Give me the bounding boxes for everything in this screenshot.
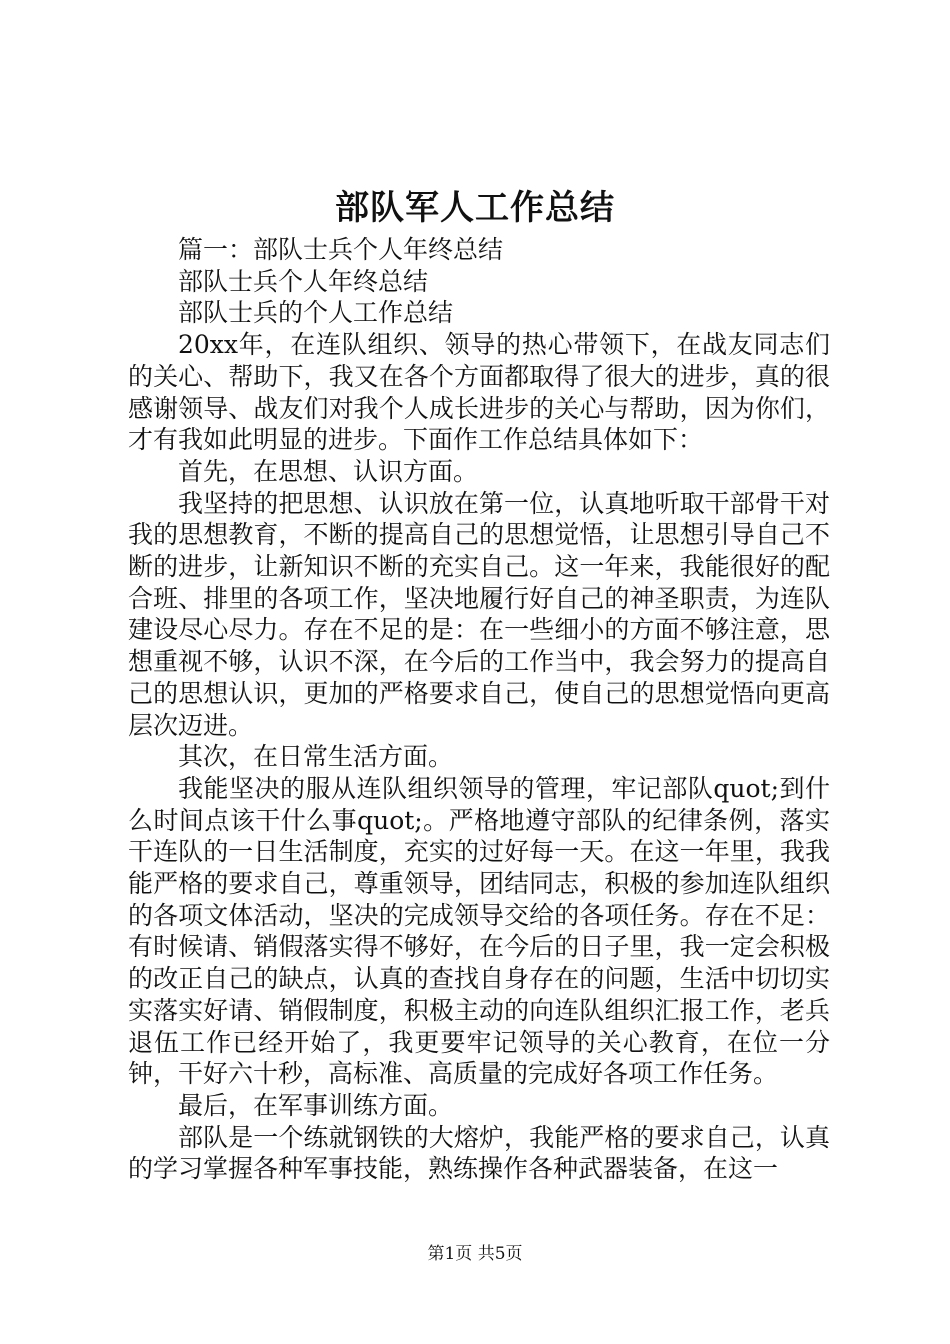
paragraph-subtitle: 部队士兵个人年终总结 (178, 266, 429, 296)
paragraph-training-body: 部队是一个练就钢铁的大熔炉，我能严格的要求自己，认真的学习掌握各种军事技能，熟练操作各种武器装备，在这一 (128, 1122, 830, 1184)
paragraph-intro: 20xx年，在连队组织、领导的热心带领下，在战友同志们的关心、帮助下，我又在各个方面都取得了很大的进步，真的很感谢领导、战友们对我个人成长进步的关心与帮助，因为你们，才有我如此明显的进步。下面作工作总结具体如下： (128, 330, 830, 455)
paragraph-daily-life-body: 我能坚决的服从连队组织领导的管理，牢记部队quot;到什么时间点该干什么事quot;。严格地遵守部队的纪律条例，落实干连队的一日生活制度，充实的过好每一天。在这一年里，我我能严格的要求自己，尊重领导，团结同志，积极的参加连队组织的各项文体活动，坚决的完成领导交给的各项任务。存在不足：有时候请、销假落实得不够好，在今后的日子里，我一定会积极的改正自己的缺点，认真的查找自身存在的问题，生活中切切实实落实好请、销假制度，积极主动的向连队组织汇报工作，老兵退伍工作已经开始了，我更要牢记领导的关心教育，在位一分钟，干好六十秒，高标准、高质量的完成好各项工作任务。 (128, 773, 830, 1089)
paragraph-section-daily-life: 其次，在日常生活方面。 (178, 742, 454, 772)
paragraph-section-thought: 首先，在思想、认识方面。 (178, 456, 479, 486)
document-body (128, 234, 830, 1185)
paragraph-heading-part-one: 篇一：部队士兵个人年终总结 (178, 235, 504, 264)
document-title: 部队军人工作总结 (335, 188, 615, 228)
page-footer: 第1页 共5页 (427, 1244, 523, 1264)
paragraph-subtitle-2: 部队士兵的个人工作总结 (178, 298, 454, 328)
paragraph-thought-body: 我坚持的把思想、认识放在第一位，认真地听取干部骨干对我的思想教育，不断的提高自己的思想觉悟，让思想引导自己不断的进步，让新知识不断的充实自己。这一年来，我能很好的配合班、排里的各项工作，坚决地履行好自己的神圣职责，为连队建设尽心尽力。存在不足的是：在一些细小的方面不够注意，思想重视不够，认识不深，在今后的工作当中，我会努力的提高自己的思想认识，更加的严格要求自己，使自己的思想觉悟向更高层次迈进。 (128, 488, 830, 740)
paragraph-section-training: 最后，在军事训练方面。 (178, 1090, 454, 1120)
